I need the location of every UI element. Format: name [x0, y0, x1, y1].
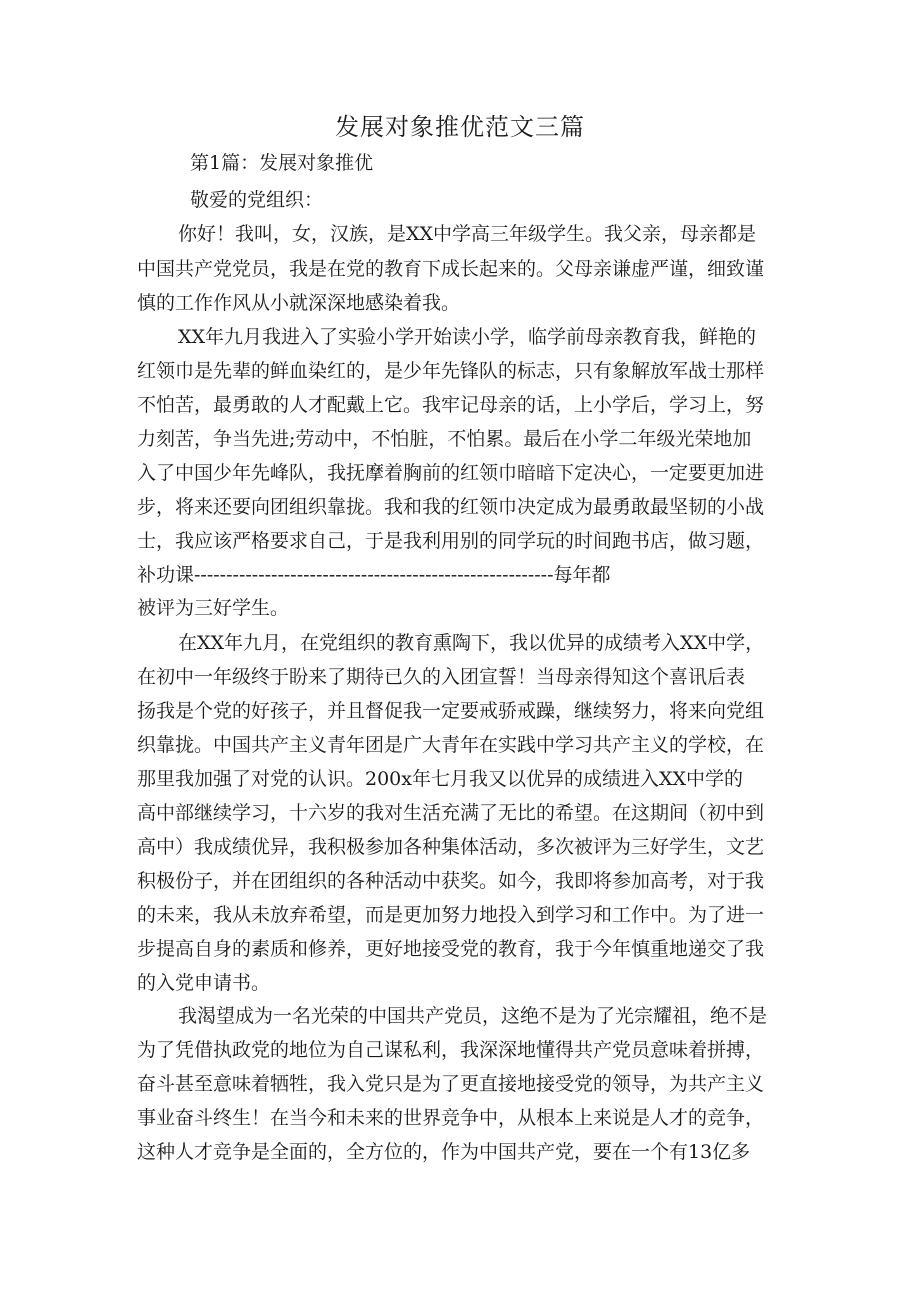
paragraph-3-line: 在初中一年级终于盼来了期待已久的入团宣誓！当母亲得知这个喜讯后表: [137, 666, 746, 688]
paragraph-3-line: 在XX年九月，在党组织的教育熏陶下，我以优异的成绩考入XX中学，: [178, 632, 765, 654]
paragraph-4-line: 这种人才竞争是全面的，全方位的，作为中国共产党，要在一个有13亿多: [137, 1141, 751, 1163]
paragraph-1-line: 中国共产党党员，我是在党的教育下成长起来的。父母亲谦虚严谨，细致谨: [137, 258, 765, 280]
paragraph-4-line: 奋斗甚至意味着牺牲，我入党只是为了更直接地接受党的领导，为共产主义: [137, 1073, 765, 1095]
paragraph-3-line: 那里我加强了对党的认识。200x年七月我又以优异的成绩进入XX中学的: [137, 768, 744, 790]
paragraph-2-line: 补功课--------------------------------------------------------每年都: [137, 564, 611, 586]
paragraph-1-line: 你好！我叫，女，汉族，是XX中学高三年级学生。我父亲，母亲都是: [178, 223, 757, 245]
paragraph-2-line: 入了中国少年先峰队，我抚摩着胸前的红领巾暗暗下定决心，一定要更加进: [137, 462, 765, 484]
paragraph-3-line: 的未来，我从未放弃希望，而是更加努力地投入到学习和工作中。为了进一: [137, 904, 765, 926]
section-heading: 第1篇：发展对象推优: [190, 152, 374, 174]
paragraph-3-line: 织靠拢。中国共产主义青年团是广大青年在实践中学习共产主义的学校，在: [137, 734, 765, 756]
document-title: 发展对象推优范文三篇: [335, 113, 585, 141]
paragraph-2-line: 步，将来还要向团组织靠拢。我和我的红领巾决定成为最勇敢最坚韧的小战: [137, 496, 765, 518]
paragraph-2-line: 被评为三好学生。: [137, 597, 290, 619]
paragraph-2-line: 士，我应该严格要求自己，于是我利用别的同学玩的时间跑书店，做习题，: [137, 530, 765, 552]
paragraph-3-line: 的入党申请书。: [137, 972, 271, 994]
paragraph-3-line: 步提高自身的素质和修养，更好地接受党的教育，我于今年慎重地递交了我: [137, 938, 765, 960]
paragraph-2-line: 力刻苦，争当先进;劳动中，不怕脏，不怕累。最后在小学二年级光荣地加: [137, 428, 752, 450]
paragraph-4-line: 为了凭借执政党的地位为自己谋私利，我深深地懂得共产党员意味着拼搏，: [137, 1039, 765, 1061]
paragraph-3-line: 高中）我成绩优异，我积极参加各种集体活动，多次被评为三好学生，文艺: [137, 836, 765, 858]
paragraph-2-line: XX年九月我进入了实验小学开始读小学，临学前母亲教育我，鲜艳的: [178, 326, 757, 348]
paragraph-1-line: 慎的工作作风从小就深深地感染着我。: [137, 292, 461, 314]
paragraph-2-line: 红领巾是先辈的鲜血染红的，是少年先锋队的标志，只有象解放军战士那样: [137, 360, 765, 382]
salutation: 敬爱的党组织：: [190, 189, 324, 211]
paragraph-3-line: 积极份子，并在团组织的各种活动中获奖。如今，我即将参加高考，对于我: [137, 870, 765, 892]
paragraph-3-line: 扬我是个党的好孩子，并且督促我一定要戒骄戒躁，继续努力，将来向党组: [137, 700, 765, 722]
paragraph-4-line: 我渴望成为一名光荣的中国共产党员，这绝不是为了光宗耀祖，绝不是: [178, 1005, 768, 1027]
paragraph-4-line: 事业奋斗终生！在当今和未来的世界竞争中，从根本上来说是人才的竞争，: [137, 1107, 765, 1129]
paragraph-3-line: 高中部继续学习，十六岁的我对生活充满了无比的希望。在这期间（初中到: [137, 802, 765, 824]
paragraph-2-line: 不怕苦，最勇敢的人才配戴上它。我牢记母亲的话，上小学后，学习上，努: [137, 394, 765, 416]
